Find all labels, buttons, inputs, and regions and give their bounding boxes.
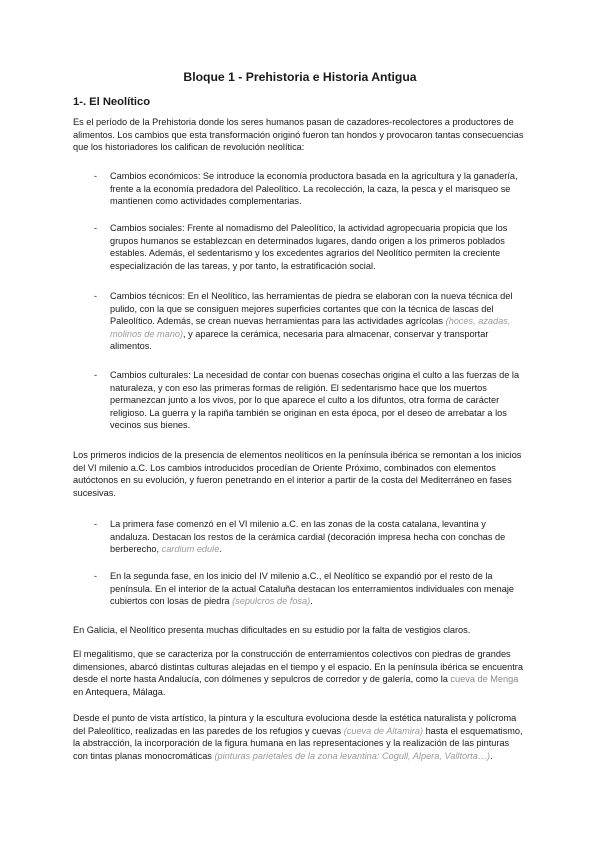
list-item-social: [94, 222, 524, 272]
bullet-dash: -: [94, 223, 98, 233]
intro-paragraph: Es el período de la Prehistoria donde los seres humanos pasan de cazadores-recolectores a productores de alimentos. Los cambios que esta transformación originó fueron tan hondos y provocaron tantas consecuencias que los historiadores los califican de revolución neolítica:: [73, 117, 524, 153]
cueva-de-menga-link[interactable]: cueva de Menga: [450, 674, 519, 685]
text-run: Cambios técnicos: En el Neolítico, las herramientas de piedra se elaboran con la nueva técnica del pulido, con la que se consiguen mejores superficies cortantes que con la técnica de lascas del Paleolítico. Además, se crean nuevas herramientas para las actividades agrícolas: [110, 291, 513, 327]
page-title: Bloque 1 - Prehistoria e Historia Antigua: [183, 70, 417, 84]
bullet-dash: -: [94, 171, 98, 181]
example-aside: (cueva de Altamira): [343, 725, 424, 736]
list-item-text: [110, 518, 524, 556]
list-item-phase-1: [94, 518, 524, 556]
list-item-economic: [94, 170, 524, 208]
example-aside: (sepulcros de fosa): [232, 596, 311, 607]
example-aside: cardium edule: [161, 544, 220, 555]
iberia-paragraph: Los primeros indicios de la presencia de elementos neolíticos en la península ibérica se remontan a los inicios del VI milenio a.C. Los cambios introducidos procedían de Oriente Próximo, combinados con elementos autóctonos en su evolución, y fueron penetrando en el interior a partir de la costa del Mediterráneo en fases sucesivas.: [73, 450, 522, 498]
example-aside: (hoces, azadas, molinos de mano): [110, 316, 511, 339]
list-item-cultural: [94, 369, 524, 432]
text-run: .: [219, 544, 222, 555]
text-run: , y aparece la cerámica, necesaria para almacenar, conservar y transportar alimentos.: [110, 328, 489, 352]
list-item-text: Cambios económicos: Se introduce la economía productora basada en la agricultura y la ganadería, frente a la economía predadora del Paleolítico. La recolección, la caza, la pesca y el marisqueo se mantienen como actividades complementarias.: [110, 171, 518, 207]
bullet-dash: -: [94, 571, 98, 581]
text-run: .: [310, 596, 313, 607]
example-aside: (pinturas parietales de la zona levantina: Cogull, Alpera, Valltorta…): [214, 750, 491, 761]
list-item-text: Cambios culturales: La necesidad de contar con buenas cosechas origina el culto a las fuerzas de la naturaleza, y con eso las primeras formas de religión. El sedentarismo hace que los muertos permanezcan junto a los vivos, por lo que aparece el culto a los difuntos, otra forma de carácter religioso. La guerra y la rapiña también se originan en esta época, por el deseo de arrebatar a los vecinos sus bienes.: [110, 370, 520, 431]
text-run: .: [490, 750, 493, 761]
text-run: El megalitismo, que se caracteriza por la construcción de enterramientos colectivos con piedras de grandes dimensiones, abarcó distintas culturas alejadas en el tiempo y el espacio. En la península ibérica se encuentra desde el norte hasta Andalucía, con dólmenes y sepulcros de corredor y de galería, como la: [73, 649, 523, 685]
list-item-text: [110, 570, 524, 608]
list-item-technical: [94, 290, 524, 353]
text-run: Desde el punto de vista artístico, la pintura y la escultura evoluciona desde la estética naturalista y polícroma del Paleolítico, realizadas en las paredes de los refugios y cuevas: [73, 713, 517, 736]
art-paragraph: [73, 712, 525, 762]
text-run: En la segunda fase, en los inicio del IV milenio a.C., el Neolítico se expandió por el resto de la península. En el interior de la actual Cataluña destacan los enterramientos individuales con menaje cubiertos con losas de piedra: [110, 571, 514, 607]
galicia-paragraph: En Galicia, el Neolítico presenta muchas dificultades en su estudio por la falta de vestigios claros.: [73, 625, 471, 635]
list-item-text: Cambios sociales: Frente al nomadismo del Paleolítico, la actividad agropecuaria propicia que los grupos humanos se establezcan en determinados lugares, dando origen a los primeros poblados estables. Además, el sedentarismo y los excedentes agrarios del Neolítico permiten la creciente especialización de las tareas, y por tanto, la estratificación social.: [110, 223, 508, 271]
text-run: hasta el esquematismo, la abstracción, la incorporación de la figura humana en las representaciones y la realización de las pinturas con tintas planas monocromáticas: [73, 725, 523, 761]
bullet-dash: -: [94, 370, 98, 380]
megalithism-paragraph: [73, 648, 525, 698]
section-heading: 1-. El Neolítico: [73, 96, 151, 108]
list-item-phase-2: [94, 570, 524, 608]
bullet-dash: -: [94, 291, 98, 301]
bullet-dash: -: [94, 519, 98, 529]
text-run: en Antequera, Málaga.: [73, 686, 166, 697]
list-item-text: [110, 290, 524, 353]
text-run: La primera fase comenzó en el VI milenio a.C. en las zonas de la costa catalana, levantina y andaluza. Destacan los restos de la cerámica cardial (decoración impresa hecha con conchas de berberecho,: [110, 519, 506, 555]
